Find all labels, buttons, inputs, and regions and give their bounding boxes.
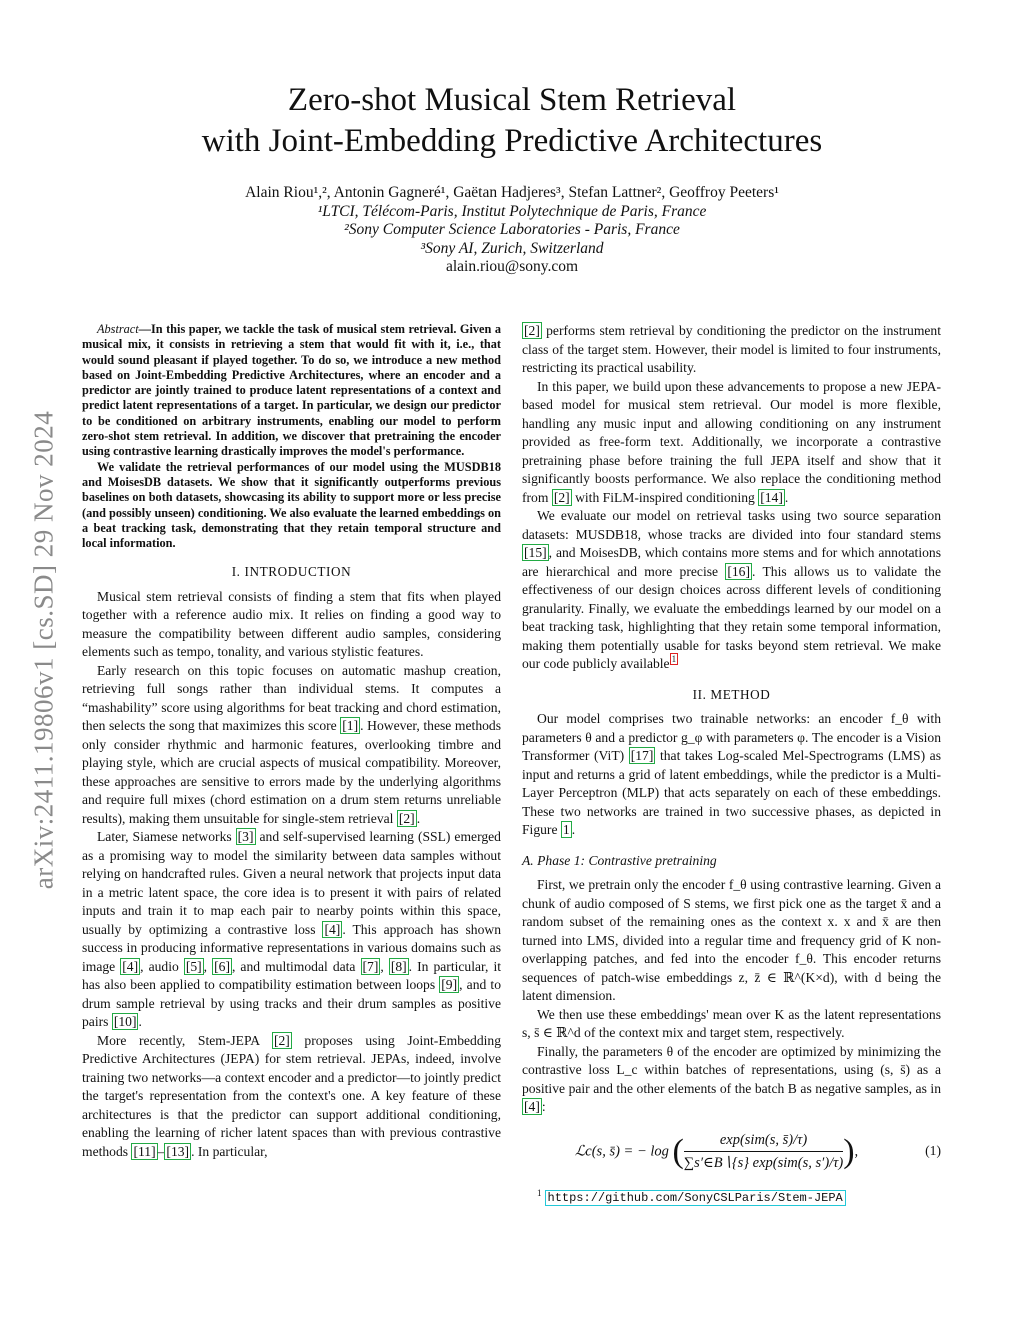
paper-title <box>100 80 924 162</box>
equation-lhs: ℒc(s, s̄) = − log <box>574 1142 669 1159</box>
author-list: Alain Riou¹,², Antonin Gagneré¹, Gaëtan Hadjeres³, Stefan Lattner², Geoffroy Peeters¹ <box>245 184 779 201</box>
author-email: alain.riou@sony.com <box>445 258 579 275</box>
citation-link[interactable]: [2] <box>524 323 540 338</box>
intro-paragraph-5: In this paper, we build upon these advancements to propose a new JEPA-based model for musical stem retrieval. Our model is more flexible, handling any music input and allowing conditioning on any instrument provided as free-form text. Additionally, we incorporate a contrastive pretraining phase before training the full JEPA itself and show that it significantly boosts performance. We also replace the conditioning method from [2] with FiLM-inspired conditioning [14] . <box>522 378 941 505</box>
citation-link[interactable]: [2] <box>273 1032 290 1048</box>
citation-link[interactable]: [13] <box>166 1143 190 1159</box>
equation-denominator: ∑s′∈B∖{s} exp(sim(s, s′)/τ) <box>683 1155 844 1171</box>
affiliation-3: ³Sony AI, Zurich, Switzerland <box>420 239 604 257</box>
footnote <box>537 1188 846 1205</box>
equation-tail: , <box>854 1142 859 1159</box>
intro-paragraph-1: Musical stem retrieval consists of finding a stem that fits when played together with a reference audio mix. It relies on finding a good way to measure the compatibility between different audio samples, considering elements such as tempo, tonality, and various stylistic features. <box>82 588 501 660</box>
arxiv-identifier-text: arXiv:2411.19806v1 [cs.SD] 29 Nov 2024 <box>28 410 59 890</box>
citation-link[interactable]: [4] <box>324 921 341 937</box>
citation-link[interactable]: [6] <box>214 958 230 974</box>
section-heading-introduction: I. INTRODUCTION <box>231 564 352 580</box>
intro-paragraph-6: We evaluate our model on retrieval tasks using two source separation datasets: MUSDB18, whose tracks are divided into four standard stems [15] , and MoisesDB, which contains more stems and for which annotations are hierarchical and more precise [16] . This allows us to validate the effectiveness of our design choices across different levels of conditioning granularity. Finally, we evaluate the embeddings learned by our model on a beat tracking task, highlighting that they retain some temporal information, making them potentially usable for tasks beyond stem retrieval. We make our code publicly available $^1$ <box>522 508 941 671</box>
citation-link[interactable]: [17] <box>630 748 654 763</box>
intro-paragraph-3: Later, Siamese networks [3] and self-supervised learning (SSL) emerged as a promising way to model the similarity between data samples without relying on handcrafted rules. Given a neural network that projects input data in a metric latent space, the core idea is to present it with pairs of related inputs and train it to map each pair to nearby points within this space, usually by optimizing a contrastive loss [4] . This approach has shown success in producing informative representations in various domains such as image [4] , audio [5] , [6] , and multimodal data [7] , [8] . In particular, it has also been applied to compatibility estimation between loops [9] , and to drum sample retrieval by using tracks and their drum samples as positive pairs [10] . <box>82 829 502 1030</box>
right-column <box>522 322 941 1189</box>
citation-link[interactable]: [3] <box>237 829 254 845</box>
equation-number: (1) <box>925 1143 941 1159</box>
intro-paragraph-4: More recently, Stem-JEPA [2] proposes using Joint-Embedding Predictive Architectures (JEPA) for stem retrieval. JEPAs, indeed, involve training two networks—a context encoder and a predictor—to jointly predict the target's representation from the context's one. A key feature of these architectures is that the predictor can support additional conditioning, enabling the learning of richer latent spaces than with previous contrastive methods [11] – [13] . In particular, <box>82 1032 502 1159</box>
affiliation-2: ²Sony Computer Science Laboratories - Paris, France <box>344 221 680 238</box>
method-paragraph-1: Our model comprises two trainable networks: an encoder f_θ with parameters θ and a predictor g_φ with parameters φ. The encoder is a Vision Transformer (ViT) [17] that takes Log-scaled Mel-Spectrograms (LMS) as input and returns a grid of latent embeddings, while the predictor is a Multi-Layer Perceptron (MLP) that acts separately on each of these embeddings. These two networks are trained in two successive phases, as depicted in Figure 1 . <box>522 711 942 837</box>
right-paren-icon: ) <box>843 1132 855 1170</box>
citation-link[interactable]: [5] <box>185 958 202 974</box>
citation-link[interactable]: [2] <box>553 489 570 505</box>
citation-link[interactable]: [1] <box>342 718 359 734</box>
affiliation-1: ¹LTCI, Télécom-Paris, Institut Polytechnique de Paris, France <box>317 202 707 220</box>
intro-paragraph-4-continued: [2] performs stem retrieval by conditioning the predictor on the instrument class of the target stem. However, their model is limited to four instruments, restricting its practical usability. <box>522 323 941 375</box>
title-line-1: Zero-shot Musical Stem Retrieval <box>287 82 737 118</box>
left-paren-icon: ( <box>672 1132 684 1170</box>
citation-link[interactable]: [4] <box>122 958 139 974</box>
phase1-paragraph-3: Finally, the parameters θ of the encoder are optimized by minimizing the contrastive loss L_c within batches of representations, using (s, s̄) as a positive pair and the other elements of the batch B as negative samples, as in [4] : <box>522 1043 941 1114</box>
footnote-number: 1 <box>537 1188 542 1198</box>
arxiv-identifier <box>24 350 64 950</box>
subsection-heading-phase-1: A. Phase 1: Contrastive pretraining <box>522 852 717 868</box>
citation-link[interactable]: [16] <box>727 563 751 579</box>
citation-link[interactable]: [14] <box>760 489 783 505</box>
abstract-label: Abstract <box>97 322 139 336</box>
citation-link[interactable]: [8] <box>390 958 407 974</box>
citation-link[interactable]: [7] <box>362 958 379 974</box>
figure-reference-link[interactable]: 1 <box>562 822 570 837</box>
citation-link[interactable]: [2] <box>398 810 415 826</box>
abstract <box>82 322 501 551</box>
phase1-paragraph-2: We then use these embeddings' mean over K as the latent representations s, s̄ ∈ ℝ^d of the context mix and target stem, respectively. <box>522 1006 941 1040</box>
equation-fraction <box>684 1131 843 1173</box>
citation-link[interactable]: [9] <box>441 977 458 993</box>
equation-1 <box>522 1131 941 1173</box>
equation-body <box>522 1131 911 1173</box>
section-heading-method: II. METHOD <box>692 686 771 702</box>
citation-link[interactable]: [4] <box>524 1099 540 1114</box>
phase1-paragraph-1: First, we pretrain only the encoder f_θ using contrastive learning. Given a chunk of audio composed of S stems, we first pick one as the target x̄ and a random subset of the remaining ones as the context x. x and x̄ are then turned into LMS, divided into a regular time and frequency grid of K non-overlapping patches, and fed into the encoder f_θ. This encoder returns sequences of patch-wise embeddings z, z̄ ∈ ℝ^(K×d), with d being the latent dimension. <box>522 877 941 1003</box>
author-block <box>100 184 924 277</box>
equation-numerator: exp(sim(s, s̄)/τ) <box>684 1131 843 1153</box>
footnote-url-link[interactable]: https://github.com/SonyCSLParis/Stem-JEPA <box>545 1190 846 1206</box>
left-column <box>82 322 501 1161</box>
citation-link[interactable]: [10] <box>113 1014 137 1030</box>
intro-paragraph-2: Early research on this topic focuses on automatic mashup creation, retrieving full songs rather than individual stems. It computes a “mashability” score using algorithms for beat tracking and chord estimation, then selects the song that maximizes this score [1] . However, these methods only consider rhythmic and harmonic features, overlooking timbre and playing style, which are crucial aspects of musical compatibility. Moreover, these approaches are sensitive to errors made by the underlying algorithms and require full mixes (chord estimation on a drum stem returns unreliable results), making them unsuitable for single-stem retrieval [2] . <box>82 662 501 826</box>
citation-link[interactable]: [15] <box>524 545 547 560</box>
title-line-2: with Joint-Embedding Predictive Architectures <box>201 123 823 159</box>
citation-link[interactable]: [11] <box>133 1143 156 1159</box>
abstract-paragraph-2: We validate the retrieval performances of our model using the MUSDB18 and MoisesDB datasets. We show that it significantly outperforms previous baselines on both datasets, showcasing its ability to support more or less precise (and possibly unseen) conditioning. We also evaluate the learned embeddings on a beat tracking task, demonstrating that they retain temporal structure and local information. <box>82 459 501 551</box>
footnote-marker[interactable]: 1 <box>671 654 677 665</box>
abstract-paragraph-1: —In this paper, we tackle the task of musical stem retrieval. Given a musical mix, it consists in retrieving a stem that would fit with it, i.e., that would sound pleasant if played together. To do so, we introduce a new method based on Joint-Embedding Predictive Architectures, where an encoder and a predictor are jointly trained to produce latent representations of a context and predict latent representations of a target. In particular, we design our predictor to be conditioned on arbitrary instruments, enabling our model to perform zero-shot stem retrieval. In addition, we discover that pretraining the encoder using contrastive learning drastically improves the model's performance. <box>82 322 501 459</box>
